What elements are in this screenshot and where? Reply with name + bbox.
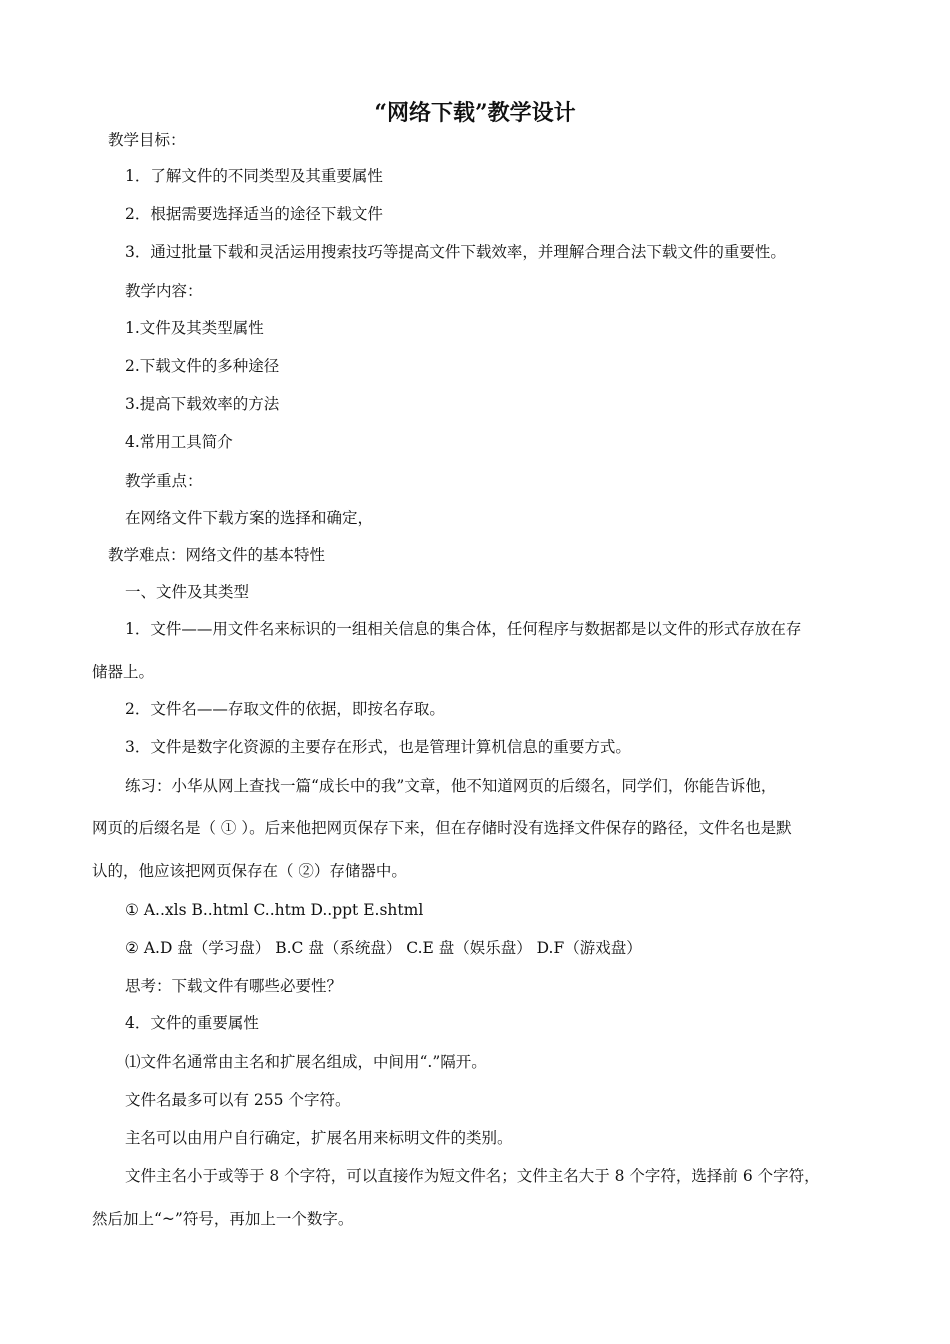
paragraph: 1．文件——用文件名来标识的一组相关信息的集合体，任何程序与数据都是以文件的形式存放在存 xyxy=(125,620,802,638)
paragraph: 4.常用工具简介 xyxy=(125,433,233,451)
paragraph: 文件名最多可以有 255 个字符。 xyxy=(125,1091,351,1109)
paragraph: 主名可以由用户自行确定，扩展名用来标明文件的类别。 xyxy=(125,1129,513,1147)
paragraph: 一、文件及其类型 xyxy=(125,583,250,601)
paragraph: 3．文件是数字化资源的主要存在形式，也是管理计算机信息的重要方式。 xyxy=(125,738,631,756)
paragraph: 2.下载文件的多种途径 xyxy=(125,357,280,375)
paragraph: 网页的后缀名是（ ① ）。后来他把网页保存下来，但在存储时没有选择文件保存的路径，文件名也是默 xyxy=(92,819,792,837)
paragraph: ① A..xls B..html C..htm D..ppt E.shtml xyxy=(125,901,424,919)
paragraph: 教学内容： xyxy=(125,282,203,300)
paragraph: ② A.D 盘（学习盘） B.C 盘（系统盘） C.E 盘（娱乐盘） D.F（游戏盘） xyxy=(125,939,642,957)
paragraph: 然后加上“~”符号，再加上一个数字。 xyxy=(92,1210,354,1228)
paragraph: 认的，他应该把网页保存在（ ②）存储器中。 xyxy=(92,862,407,880)
paragraph: 2．根据需要选择适当的途径下载文件 xyxy=(125,205,383,223)
paragraph: 1.文件及其类型属性 xyxy=(125,319,264,337)
paragraph: 3．通过批量下载和灵活运用搜索技巧等提高文件下载效率，并理解合理合法下载文件的重要性。 xyxy=(125,243,786,261)
paragraph: 储器上。 xyxy=(92,663,155,681)
paragraph: 文件主名小于或等于 8 个字符，可以直接作为短文件名；文件主名大于 8 个字符，选择前 6 个字符， xyxy=(125,1167,820,1185)
paragraph: 教学目标： xyxy=(108,131,186,149)
paragraph: ⑴文件名通常由主名和扩展名组成，中间用“.”隔开。 xyxy=(125,1053,487,1071)
paragraph: 在网络文件下载方案的选择和确定， xyxy=(125,509,374,527)
paragraph: 3.提高下载效率的方法 xyxy=(125,395,280,413)
paragraph: 1．了解文件的不同类型及其重要属性 xyxy=(125,167,383,185)
paragraph: 教学难点：网络文件的基本特性 xyxy=(108,546,326,564)
paragraph: 练习：小华从网上查找一篇“成长中的我”文章，他不知道网页的后缀名，同学们，你能告诉他， xyxy=(125,777,777,795)
paragraph: 教学重点： xyxy=(125,472,203,490)
paragraph: 思考：下载文件有哪些必要性？ xyxy=(125,977,343,995)
paragraph: 4．文件的重要属性 xyxy=(125,1014,259,1032)
paragraph: 2．文件名——存取文件的依据，即按名存取。 xyxy=(125,700,445,718)
document-title: “网络下载”教学设计 xyxy=(374,100,576,126)
